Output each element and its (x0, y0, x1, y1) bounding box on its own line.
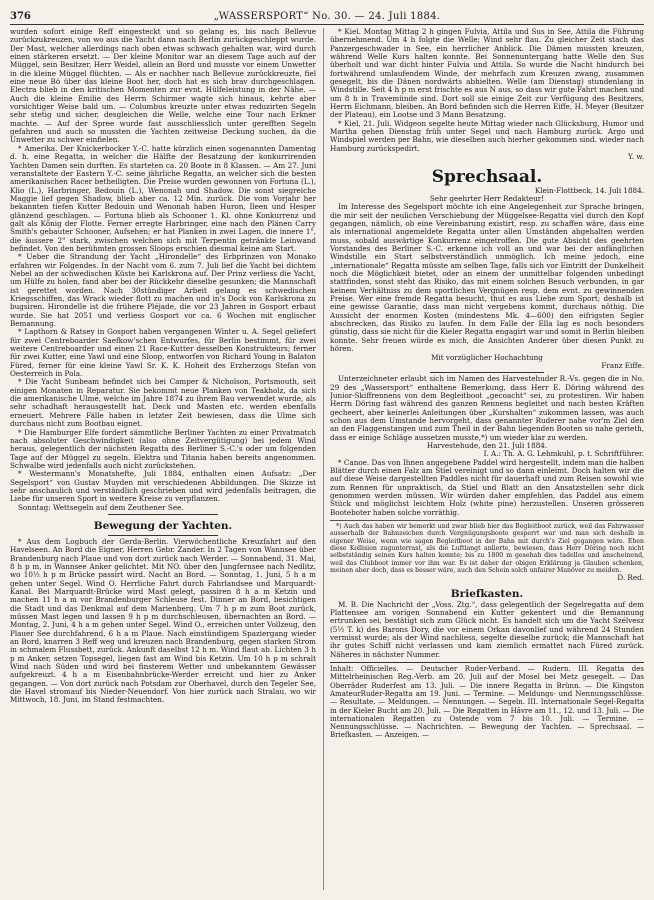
table-of-contents (330, 662, 644, 740)
footnote (330, 520, 644, 582)
letter-closing: Mit vorzüglicher Hochachtung (431, 352, 543, 362)
paragraph: Unterzeichneter erlaubt sich im Namen des Harvestehuder R.-Vs. gegen die in No. 29 des „Wassersport“ enthaltene Bemerkung, dass Herr E. Döring während des Junior-Skiffrennens von dem Begleitboot „gecoacht“ sei, zu protestiren. Wir haben Herrn Döring fast während des ganzen Rennens begleitet und nach besten Kräften gecheert, aber keinerlei Anleitungen über „Kurshalten“ zukommen lassen, was auch schon aus dem Umstande hervorgeht, dass genannter Ruderer nahe vor'm Ziel den an den Flaggenstangen und zum Theil in der Bahn liegenden Booten so nahe gerieth, dass er einige Schläge aussetzen musste,*) um wieder klar zu werden. (330, 374, 644, 442)
section-rule (108, 535, 218, 536)
letter-signature: I. A.: Th. A. G. Lehmkuhl, p. t. Schriftführer. (483, 449, 644, 459)
paragraph: * Ueber die Strandung der Yacht „Hirondelle“ des Erbprinzen von Monako erfahren wir Folgendes. In der Nacht vom 6. zum 7. Juli lief die Yacht bei dichtem Nebel an der schwedischen Küste bei Karlskrona auf. Der Prinz verliess die Yacht, um Hülfe zu holen, fand aber bei der Rückkehr dieselbe gesunken; die Mannschaft ist gerettet worden. Nach 30stündiger Arbeit gelang es schwedischen Kriegsschiffen, das Wrack wieder flott zu machen und in's Dock von Karlskrona zu bugsiren. Hirondelle ist die frühere Pléjade, die vor 23 Jahren in Gosport erbaut wurde. Sie hat 2051 und verliess Gosport vor ca. 6 Wochen mit englischer Bemannung. (10, 252, 316, 329)
page-running-title: „WASSERSPORT“ No. 30. — 24. Juli 1884. (213, 11, 441, 22)
paragraph: * Lapthorn & Ratsey in Gosport haben vergangenen Winter u. A. Segel geliefert für zwei Centreboarder Saefkow'schen Entwurfes, für Berlin bestimmt, für zwei weitere Centreboarder und einen 21 Race-Kutter desselben Konstrukteurs; ferner für zwei Kutter, eine Yawl und eine Sloop, entworfen von Richard Young in Balaton Füred, ferner für eine kleine Yawl Sr. K. K. Hoheit des Erzherzogs Stefan von Oesterreich in Pola. (10, 327, 316, 379)
letter-place-date: Harvestehude, den 21. Juli 1884. (426, 441, 548, 450)
paragraph: * Die Hamburger Elfe fordert sämmtliche Berliner Yachten zu einer Privatmatch nach absoluter Geschwindigkeit (also ohne Zeitvergütigung) bei jedem Wind heraus, gelegentlich der nächsten Regatta des Berliner S.-C.'s oder um folgenden Tage auf der Müggel zu segeln. Elektra und Titania haben bereits angenommen. Schwalbe wird jedenfalls auch nicht zurückstehen. (10, 427, 316, 470)
page-number: 376 (10, 11, 31, 22)
column-divider (323, 28, 324, 890)
paragraph: * Canoe. Das von Ihnen angegebene Paddel wird hergestellt, indem man die halben Blätter durch einen Falz am Stiel vereinigt und so dann einleimt. Doch halten wir die auf diese Weise dargestellten Paddles nicht für dauerhaft und zum Reisen sowohl wie zum Rennen für unpraktisch, da Stiel und Blatt an den Ansatzstellen sehr dick genommen werden müssen. Wir würden daher empfehlen, das Paddel aus einem Stück und möglichst leichtem Holz (white pine) herzustellen. Unseren grösseren Booteboter haben solche vorräthig. (330, 457, 644, 517)
letter-signature: Franz Eiffe. (601, 360, 644, 370)
paragraph: * Westermann's Monatshefte, Juli 1884, enthalten einen Aufsatz: „Der Segelsport“ von Gustav Muyden mit verschiedenen Abbildungen. Die Skizze ist sehr anschaulich und verständlich geschrieben und wird jedenfalls beitragen, die Liebe für unseren Sport in weitere Kreise zu verpflanzen. (10, 469, 316, 504)
section-title-briefkasten: Briefkasten. (450, 587, 524, 600)
paragraph: M. B. Die Nachricht der „Voss. Ztg.“, dass gelegentlich der Segelregatta auf dem Plattensee am vorigen Sonnabend ein Kutter gekentert und die Bemannung ertrunken sei, bestätigt sich zum Glück nicht. Es handelt sich um die Yacht Szélvesz (5½ T. k) des Barons Dory, die vor einem Orkan davonlief und während 24 Stunden vermisst wurde; als der Wind nachliess, segelte dieselbe zurück; die Mannschaft hat ihr gutes Schiff nicht verlassen und kam ziemlich ermattet nach Füred zurück. Näheres in nächster Nummer. (330, 599, 644, 659)
section-title-bewegung: Bewegung der Yachten. (93, 519, 233, 532)
left-column (10, 28, 316, 890)
paragraph: Im Interesse des Segelsport möchte ich eine Angelegenheit zur Sprache bringen, die mir seit der neulichen Verschiebung der Müggelsee-Regatta viel durch den Kopf gegangen, nämlich, ob eine Vereinbarung existirt, resp. zu schaffen wäre, dass eine als international angemeldete Regatta unter allen Umständen abgehalten werden muss, sobald auswärtige Konkurrenz eingetroffen. Die gute Absicht des geehrten Vorstandes des Berliner S.-C. erkenne ich voll an und war bei der anfänglichen Windstille ein Start selbstverständlich unmöglich. Ich meine jedoch, eine „internationale“ Regatta müsste am selben Tage, falls sich vor Eintritt der Dunkelheit noch die Möglichkeit bietet, oder an einem der unmittelbar folgenden unbedingt stattfinden, sonst steht das Risiko, das mit einem solchen Besuch verbunden, in gar keinem Verhältniss zu dem sportlichen Vergnügen resp. dem evnt. zu gewinnenden Preise. Wer eine fremde Regatta besucht, thut es aus Liebe zum Sport; deshalb ist eine gewisse Garantie, dass man nicht vergebens kommt, durchaus nöthig. Die Aussicht der enormen Kosten (mindestens Mk. 4—600) den eifrigsten Segler abschrecken, das Risiko zu laufen. In dem Falle der Ella lag es noch besonders günstig, dass sie nicht für die Kieler Regatta engagirt war und somit in Berlin bleiben konnte. Sehr freuen würde es mich, die Ansichten Anderer über diesen Punkt zu hören. (330, 202, 644, 354)
page-header (10, 10, 644, 25)
paragraph: * Die Yacht Sunbeam befindet sich bei Camper & Nicholson, Portsmouth, seit einigen Monaten in Reparatur. Sie bekommt neue Planken von Teakholz, da sich die amerikanische Ulme, welche im Jahre 1874 zu ihrem Bau verwendet wurde, als sehr schadhaft herausgestellt hat. Deck und Masten etc. werden ebenfalls erneuert. Mehrere Fälle haben in letzter Zeit bewiesen, dass die Ulme sich durchaus nicht zum Bootbau eignet. (10, 377, 316, 429)
section-rule (108, 514, 218, 515)
contents-text: Inhalt: Officielles. — Deutscher Ruder-Verband. — Rudern. III. Regatta des Mittelrheinischen Reg.-Verb. am 20. Juli auf der Mosel bei Metz gesegelt. — Das Oberräder Ruderfest am 13. Juli. — Die innere Regatta in Brünn. — Die Kingston AmateurRuder-Regatta am 19. Juni. — Termine. — Meldungs- und Nennungsschlüsse. — Resultate. — Meldungen. — Nennungen. — Segeln. III. Internationale Segel-Regatta in der Kieler Bucht am 20. Juli. — Die Regatten in Hâvre am 11., 12. und 13. Juli. — Die internationalen Regatten zu Ostende vom 7 bis 10. Juli. — Termine. — Nennungsschlüsse. — Nachrichten. — Bewegung der Yachten. — Sprechsaal. — Briefkasten. — Anzeigen. — (330, 665, 644, 740)
footnote-signature: D. Red. (617, 573, 644, 583)
paragraph: Sonntag: Wettsegeln auf dem Zeuthener See. (18, 502, 184, 512)
letter-place-date: Klein-Flottbeck, 14. Juli 1884. (534, 185, 644, 195)
section-title-sprechsaal: Sprechsaal. (431, 166, 543, 187)
paragraph: * Aus dem Logbuch der Gerda-Berlin. Vierwöchentliche Kreuzfahrt auf den Havelseen. An Bord die Eigner, Herren Gebr. Zander. In 2 Tagen von Wannsee über Brandenburg nach Plaue und von dort zurück nach Werder. — Sonnabend, 31. Mai, 8 h p m, in Wannsee Anker gelichtet. Mit NO. über den Jungfernsee nach Nedlitz, wo 10½ h p m Brücke passirt wird. Nacht an Bord. — Sonntag, 1. Juni, 5 h a m gehen unter Segel. Wind O. Herrliche Fahrt durch Fahrlandsee und Marquardt-Kanal. Bei Marquardt-Brücke wird Mast gelegt, passiren 8 h a m Ketzin und machen 11 h a m vor Brandenburger Schleuse fest. Dinner an Bord, besichtigen die Stadt und das Denkmal auf dem Marienberg. Um 7 h p m zum Boot zurück, müssen Mast legen und lassen 9 h p m durchschleusen, übernachten an Bord. — Montag, 2. Juni, 4 h a m gehen unter Segel. Wind O., erreichen unter Vollzeug, den Plauer See durchfahrend, 6 h a m Plaue. Nach einstündigem Spaziergang wieder an Bord, knarren 3 Reff weg und kreuzen nach Brandenburg, gegen starken Strom in schmalem Flussbett, zurück. Ankunft daselbst 12 h m. Wind flaut ab. Lichten 3 h p m Anker, setzen Topsegel, liegen fast am Wind bis Ketzin. Um 10 h p m schralt Wind nach Süden und wird bei finsterem Wetter und unbekanntem Gewässer aufgekreuzt. 4 h a m Eisenbahnbrücke-Werder erreicht und hier zu Anker gegangen. — Von dort zurück nach Potsdam zur Oberhavel, durch den Tegeler See, die Havel stromauf bis Nieder-Neuendorf. Von hier zurück nach Stralau, wo wir Mittwoch, 18. Juni, im Stand festmachten. (10, 536, 316, 705)
section-rule (430, 372, 543, 373)
signature: Y. w. (628, 152, 644, 162)
right-column (330, 28, 644, 890)
paragraph: wurden sofort einige Reff eingesteckt und so gelang es, bis nach Bellevue zurückzukreuzen, von wo aus die Yacht dann nach Berlin zurückgeschleppt wurde. Der Mast, welcher allerdings nach oben etwas schwach gehalten war, wird durch einen stärkeren ersetzt. — Der kleine Monitor war an diesem Tage auch auf der Müggel, sein Besitzer, Herr Weidel, allein an Bord und musste vor einem Unwetter in die kleine Müggel flüchten. — Als er nachher nach Bellevue zurückkreuzte, fiel eine neue Bö über das kleine Boot her, doch hat es sich brav durchgeschlagen. Electra blieb in den kritischen Momenten zur evnt. Hülfeleistung in der Nähe. — Auch die kleine Emilie des Herrn Schirmer wagte sich hinaus, kehrte aber vorsichtiger Weise bald um. — Columbus kreuzte unter etwas reduzirten Segeln sehr stetig und sicher, desgleichen die Welle, welche eine Tour nach Erkner machte. — Auf der Spree wurde fast ausschliesslich unter gerefften Segeln gefahren und auch so mussten die Yachten zeitweise Deckung suchen, da die Unwetter zu schwer einfielen. (10, 28, 316, 145)
paragraph: * Amerika. Der Knickerbocker Y.-C. hatte kürzlich einen sogenannten Damentag d. h. eine Regatta, in welcher die Hälfte der Besatzung der konkurrirenden Yachten Damen sein durften. Es starteten ca. 20 Boote in 8 Klassen. — Am 27. Juni veranstaltete der Eastern Y.-C. seine jährliche Regatta, an welcher sich die besten amerikanischen Racer betheiligten. Die Preise wurden gewonnen von Fortuna (L.), Klio (L.), Harbringer, Bedouin (L.), Wenonah und Shadow. Die sonst siegreiche Maggie lief gegen Shadow, blieb aber ca. 12 Min. zurück. Die vom Vorjahr her bekannten tiefen Kutter Bedouin und Wenonah haben Huron, Ileen und Hesper glänzend geschlagen. — Fortuna blieb als Schooner 1. Kl. ohne Konkurrenz und galt als König der Flotte. Ferner erregte Harbringer, eine nach den Plänen Carry Smith's gebauter Schooner, Aufsehen; er hat Planken in zwei Lagen, die innere 1", die äussere 2" stark, zwischen welchen sich mit Terpentin getränkte Leinwand befindet. Von den berühmten grossen Sloops erschien diesmal keine am Start. (10, 143, 316, 253)
footnote-text: *) Auch das haben wir bemerkt und zwar blieb hier das Begleitboot zurück, weil das Fahrwasser ausserhalb der Bahnzeichen durch Vergnügungsboote gesperrt war und man sich deshalb in eigener Weise, wenn wie sagen Begleitboot in der Bahn mit durch's Ziel gegangen wäre. Eben diese Kollision zugunterrast, als die Luftlangt anlierte, bewiesen, dass Herr Döring noch nicht selbstständig seinen Kurs halten konnte; bis zu 1800 m gesehah dies tadellos und anscheinend, weil das Clubboot immer vor ihm war. Es ist daher der obigen Erklärung ja Glauben schenken, meinen aber doch, dass es besser wäre, auch den Schein solch unfairer Manöver zu meiden. (330, 523, 644, 574)
letter-salutation: Sehr geehrter Herr Redakteur! (429, 193, 545, 203)
paragraph: * Kiel. Montag Mittag 2 h gingen Fulvia, Attila und Sus in See, Attila die Führung übernehmend. Um 4 h folgte die Welle; Wind sehr flau. Zu gleicher Zeit stach das Panzergeschwader in See, ein herrlicher Anblick. Die Dämen mussten kreuzen, während Welle Kurs halten konnte. Bei Sonnenuntergang hatte Welle den Sus überholt und war dicht hinter Fulvia und Attila. So wurde die Nacht hindurch bei fortwährend umlaufendem Winde, der mehrfach zum Kreuzen zwang, zusammen gesegelt, bis die Dänen nordwärts abhielten. Welle (am Dienstag) stundenlang in Windstille. Seit 4 h p m erst frischte es aus N aus, so dass wir gute Fahrt machen und um 8 h in Travemünde sind. Dort soll sie einige Zeit zur Verfügung des Besitzers, Herrn Eichmann, bleiben. An Bord befinden sich die Herren Eiffe, H. Meyer (Besitzer der Plateau), ein Lootse und 3 Mann Besatzung. (330, 28, 644, 120)
paragraph: * Kiel, 21. Juli. Widgeon segelte heute Mittag wieder nach Glücksburg, Humor und Martha gehen Dienstag früh unter Segel und nach Hamburg zurück. Argo und Windspiel werden per Bahn, wie dieselben auch hierher gekommen sind. wieder nach Hamburg zurückspedirt. (330, 118, 644, 153)
